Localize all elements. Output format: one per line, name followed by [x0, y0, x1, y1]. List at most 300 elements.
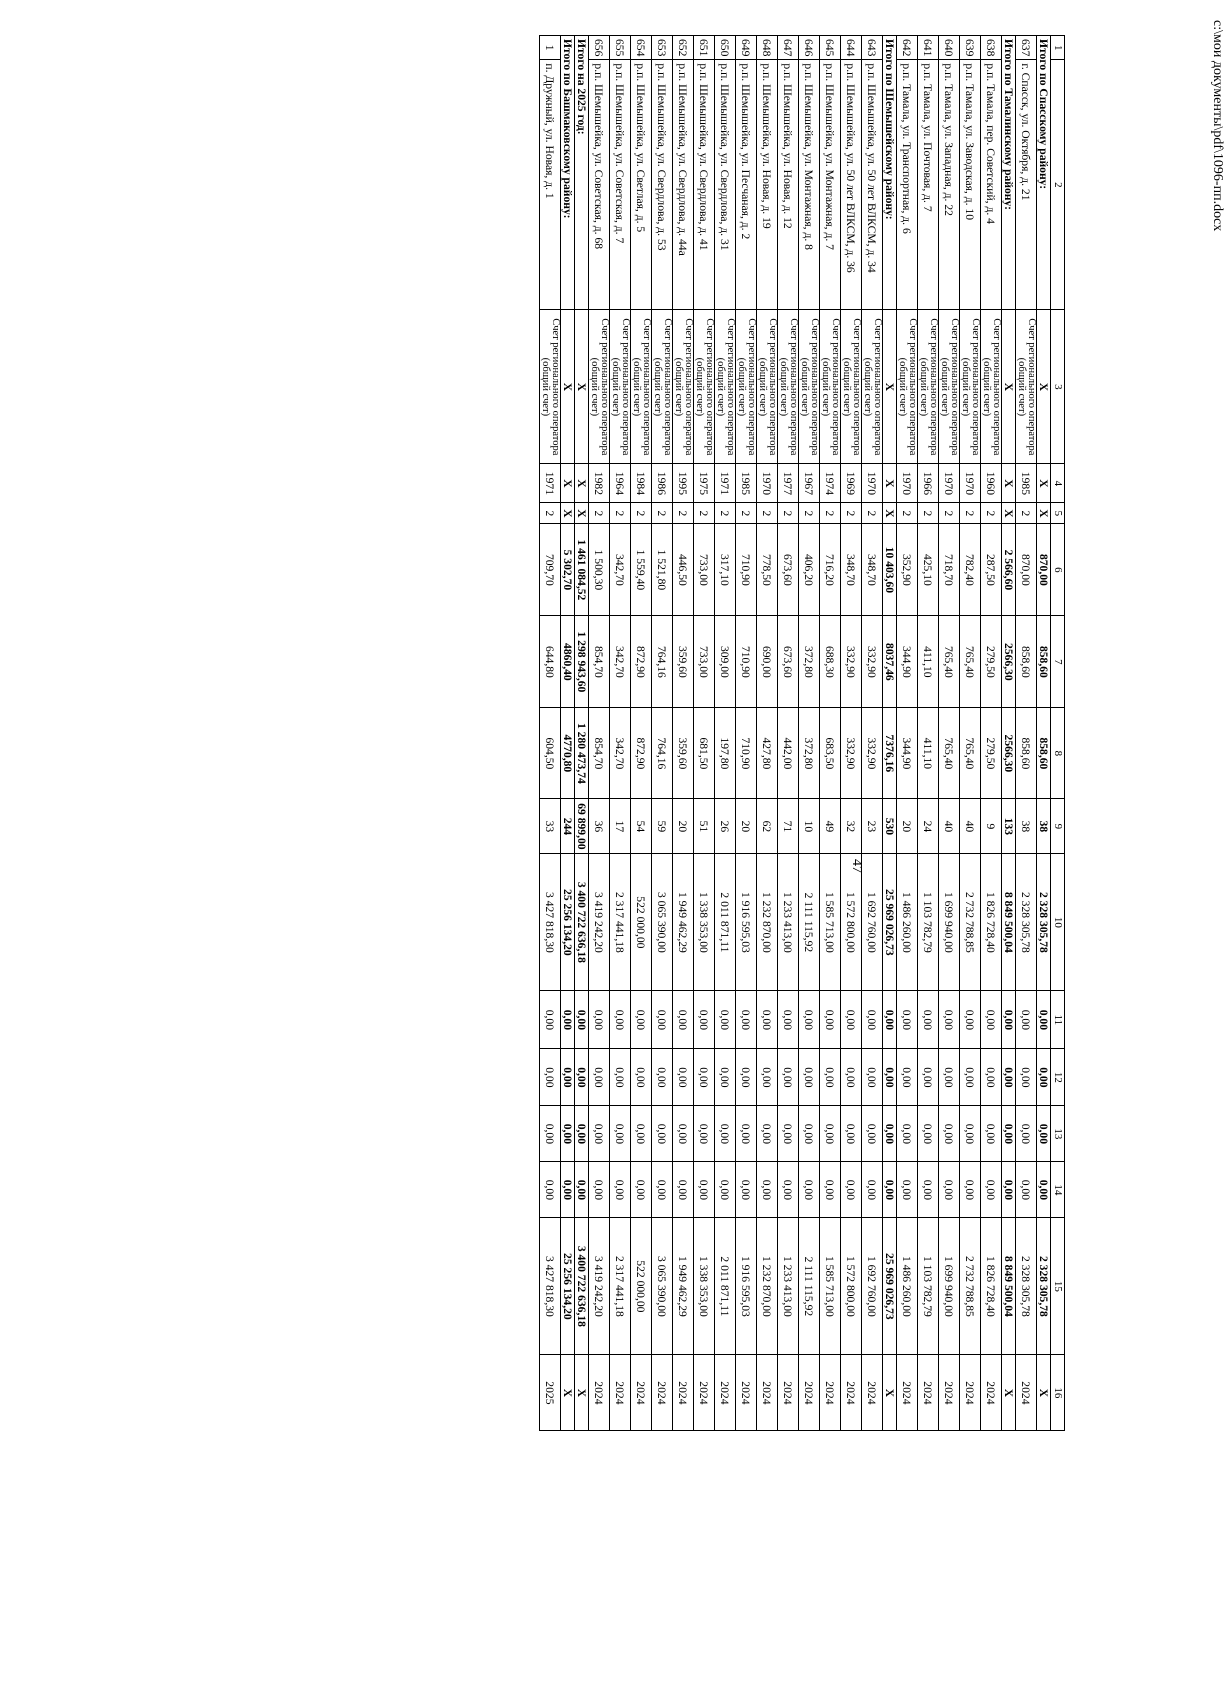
cell-c5: 2: [918, 503, 939, 524]
cell-c16: 2024: [589, 1355, 610, 1431]
cell-c9: 38: [1016, 799, 1037, 854]
row-number: 1: [540, 36, 561, 60]
cell-c15: 2 328 305,78: [1037, 1218, 1051, 1355]
column-number: 7: [1051, 616, 1065, 708]
cell-c16: 2024: [897, 1355, 918, 1431]
cell-c11: 0,00: [673, 991, 694, 1049]
cell-c16: 2024: [841, 1355, 862, 1431]
cell-c11: 0,00: [799, 991, 820, 1049]
cell-c6: 287,50: [981, 524, 1002, 616]
cell-c4: 1970: [897, 464, 918, 503]
cell-c6: 716,20: [820, 524, 841, 616]
table-row: [799, 36, 820, 1431]
cell-c12: 0,00: [652, 1049, 673, 1106]
cell-c11: 0,00: [694, 991, 715, 1049]
cell-c15: 2 732 788,85: [960, 1218, 981, 1355]
cell-c13: 0,00: [1002, 1106, 1016, 1162]
cell-c14: 0,00: [897, 1162, 918, 1218]
subtotal-label: Итого по Тамалинскому району:: [1002, 36, 1016, 310]
cell-c6: 710,90: [736, 524, 757, 616]
cell-c14: 0,00: [757, 1162, 778, 1218]
cell-c7: 688,30: [820, 616, 841, 708]
row-number: 645: [820, 36, 841, 60]
cell-c5: 2: [757, 503, 778, 524]
cell-c4: 1969: [841, 464, 862, 503]
cell-c16: 2024: [778, 1355, 799, 1431]
cell-c7: 411,10: [918, 616, 939, 708]
cell-c7: 673,60: [778, 616, 799, 708]
table-row: [960, 36, 981, 1431]
cell-c3: Счет регионального оператора (общий счет): [981, 310, 1002, 464]
cell-c16: 2024: [694, 1355, 715, 1431]
page-number: 47: [849, 859, 864, 873]
cell-c10: 1 916 595,03: [736, 854, 757, 991]
cell-c10: 1 585 713,00: [820, 854, 841, 991]
cell-c10: 522 000,00: [631, 854, 652, 991]
cell-c9: 38: [1037, 799, 1051, 854]
cell-c8: 279,50: [981, 708, 1002, 799]
row-number: 643: [862, 36, 883, 60]
table-row: [652, 36, 673, 1431]
cell-c5: 2: [715, 503, 736, 524]
column-number: 16: [1051, 1355, 1065, 1431]
cell-c16: 2024: [757, 1355, 778, 1431]
cell-c13: 0,00: [694, 1106, 715, 1162]
cell-c16: 2024: [862, 1355, 883, 1431]
cell-c8: 858,60: [1016, 708, 1037, 799]
cell-c3: Счет регионального оператора (общий счет): [820, 310, 841, 464]
cell-c10: 1 103 782,79: [918, 854, 939, 991]
address: р.п. Шемышейка, ул. Свердлова, д. 41: [694, 60, 715, 310]
cell-c15: 1 233 413,00: [778, 1218, 799, 1355]
cell-c3: Счет регионального оператора (общий счет): [540, 310, 561, 464]
cell-c11: 0,00: [540, 991, 561, 1049]
cell-c9: 244: [561, 799, 575, 854]
cell-c5: 2: [652, 503, 673, 524]
row-number: 640: [939, 36, 960, 60]
cell-c11: 0,00: [589, 991, 610, 1049]
cell-c11: 0,00: [757, 991, 778, 1049]
column-number: 9: [1051, 799, 1065, 854]
row-number: 653: [652, 36, 673, 60]
cell-c3: Счет регионального оператора (общий счет): [841, 310, 862, 464]
cell-c15: 1 699 940,00: [939, 1218, 960, 1355]
cell-c6: 718,70: [939, 524, 960, 616]
column-number-row: [1051, 36, 1065, 1431]
cell-c16: 2024: [820, 1355, 841, 1431]
cell-c5: 2: [960, 503, 981, 524]
cell-c6: 1 500,30: [589, 524, 610, 616]
row-number: 652: [673, 36, 694, 60]
cell-c14: 0,00: [631, 1162, 652, 1218]
cell-c6: 709,70: [540, 524, 561, 616]
row-number: 649: [736, 36, 757, 60]
row-number: 654: [631, 36, 652, 60]
cell-c11: 0,00: [1037, 991, 1051, 1049]
address: р.п. Шемышейка, ул. Новая, д. 12: [778, 60, 799, 310]
cell-c7: 332,90: [841, 616, 862, 708]
cell-c8: 681,50: [694, 708, 715, 799]
cell-c10: 3 419 242,20: [589, 854, 610, 991]
cell-c8: 764,16: [652, 708, 673, 799]
cell-c9: 49: [820, 799, 841, 854]
cell-c7: 710,90: [736, 616, 757, 708]
address: р.п. Шемышейка, ул. Свердлова, д. 53: [652, 60, 673, 310]
cell-c13: 0,00: [918, 1106, 939, 1162]
subtotal-row: [561, 36, 575, 1431]
cell-c15: 2 111 115,92: [799, 1218, 820, 1355]
cell-c14: 0,00: [862, 1162, 883, 1218]
cell-c10: 2 011 871,11: [715, 854, 736, 991]
cell-c12: 0,00: [918, 1049, 939, 1106]
cell-c4: 1985: [736, 464, 757, 503]
address: р.п. Шемышейка, ул. Монтажная, д. 8: [799, 60, 820, 310]
cell-c4: 1970: [862, 464, 883, 503]
cell-c5: 2: [939, 503, 960, 524]
cell-c16: 2024: [715, 1355, 736, 1431]
cell-c15: 2 328 305,78: [1016, 1218, 1037, 1355]
table-row: [757, 36, 778, 1431]
cell-c9: 54: [631, 799, 652, 854]
subtotal-label: Итого на 2025 год:: [575, 36, 589, 310]
cell-c9: 133: [1002, 799, 1016, 854]
cell-c14: 0,00: [1016, 1162, 1037, 1218]
cell-c10: 1 826 728,40: [981, 854, 1002, 991]
cell-c3: Х: [1037, 310, 1051, 464]
cell-c12: 0,00: [841, 1049, 862, 1106]
cell-c5: 2: [1016, 503, 1037, 524]
cell-c13: 0,00: [897, 1106, 918, 1162]
cell-c16: 2024: [736, 1355, 757, 1431]
cell-c8: 332,90: [841, 708, 862, 799]
row-number: 647: [778, 36, 799, 60]
cell-c7: 644,80: [540, 616, 561, 708]
cell-c16: Х: [1037, 1355, 1051, 1431]
cell-c15: 1 103 782,79: [918, 1218, 939, 1355]
cell-c14: 0,00: [778, 1162, 799, 1218]
cell-c13: 0,00: [1037, 1106, 1051, 1162]
cell-c3: Счет регионального оператора (общий счет): [939, 310, 960, 464]
address: р.п. Шемышейка, ул. Монтажная, д. 7: [820, 60, 841, 310]
cell-c7: 4860,40: [561, 616, 575, 708]
cell-c14: 0,00: [715, 1162, 736, 1218]
cell-c8: 2566,30: [1002, 708, 1016, 799]
table-row: [610, 36, 631, 1431]
cell-c11: 0,00: [1016, 991, 1037, 1049]
cell-c15: 2 317 441,18: [610, 1218, 631, 1355]
cell-c11: 0,00: [736, 991, 757, 1049]
cell-c11: 0,00: [561, 991, 575, 1049]
cell-c12: 0,00: [540, 1049, 561, 1106]
cell-c12: 0,00: [1037, 1049, 1051, 1106]
cell-c15: 1 949 462,29: [673, 1218, 694, 1355]
table-row: [631, 36, 652, 1431]
cell-c3: Х: [1002, 310, 1016, 464]
cell-c14: 0,00: [981, 1162, 1002, 1218]
cell-c16: 2024: [799, 1355, 820, 1431]
cell-c9: 33: [540, 799, 561, 854]
cell-c8: 858,60: [1037, 708, 1051, 799]
subtotal-row: [1037, 36, 1051, 1431]
cell-c9: 62: [757, 799, 778, 854]
row-number: 655: [610, 36, 631, 60]
table-row: [862, 36, 883, 1431]
address: р.п. Тамала, ул. Заводская, д. 10: [960, 60, 981, 310]
cell-c8: 344,90: [897, 708, 918, 799]
cell-c7: 309,00: [715, 616, 736, 708]
cell-c7: 765,40: [939, 616, 960, 708]
cell-c5: 2: [673, 503, 694, 524]
file-path-footer: c:\мои документы\pdf\1096-пп.docx: [1210, 20, 1225, 232]
cell-c4: 1970: [960, 464, 981, 503]
cell-c6: 673,60: [778, 524, 799, 616]
cell-c3: Х: [883, 310, 897, 464]
cell-c6: 446,50: [673, 524, 694, 616]
cell-c6: 2 566,60: [1002, 524, 1016, 616]
table-row: [820, 36, 841, 1431]
subtotal-label: Итого по Шемышейскому району:: [883, 36, 897, 310]
cell-c15: 3 065 390,00: [652, 1218, 673, 1355]
address: р.п. Тамала, пер. Советский, д. 4: [981, 60, 1002, 310]
cell-c15: 1 232 870,00: [757, 1218, 778, 1355]
cell-c8: 683,50: [820, 708, 841, 799]
cell-c15: 1 338 353,00: [694, 1218, 715, 1355]
cell-c15: 25 969 026,73: [883, 1218, 897, 1355]
cell-c5: 2: [841, 503, 862, 524]
address: р.п. Шемышейка, ул. 50 лет ВЛКСМ, д. 34: [862, 60, 883, 310]
column-number: 6: [1051, 524, 1065, 616]
table-row: [540, 36, 561, 1431]
cell-c8: 1 280 473,74: [575, 708, 589, 799]
column-number: 1: [1051, 36, 1065, 60]
cell-c15: 3 419 242,20: [589, 1218, 610, 1355]
subtotal-row: [883, 36, 897, 1431]
cell-c9: 20: [897, 799, 918, 854]
cell-c7: 764,16: [652, 616, 673, 708]
cell-c9: 26: [715, 799, 736, 854]
table-row: [778, 36, 799, 1431]
cell-c4: Х: [1037, 464, 1051, 503]
cell-c12: 0,00: [939, 1049, 960, 1106]
cell-c3: Счет регионального оператора (общий счет): [694, 310, 715, 464]
cell-c10: 25 969 026,73: [883, 854, 897, 991]
cell-c7: 2566,30: [1002, 616, 1016, 708]
cell-c7: 690,00: [757, 616, 778, 708]
cell-c3: Счет регионального оператора (общий счет): [1016, 310, 1037, 464]
cell-c9: 530: [883, 799, 897, 854]
cell-c6: 782,40: [960, 524, 981, 616]
cell-c13: 0,00: [652, 1106, 673, 1162]
table-row: [736, 36, 757, 1431]
cell-c14: 0,00: [820, 1162, 841, 1218]
cell-c11: 0,00: [960, 991, 981, 1049]
cell-c12: 0,00: [610, 1049, 631, 1106]
cell-c8: 411,10: [918, 708, 939, 799]
cell-c9: 36: [589, 799, 610, 854]
cell-c3: Счет регионального оператора (общий счет): [897, 310, 918, 464]
address: р.п. Шемышейка, ул. Новая, д. 19: [757, 60, 778, 310]
cell-c3: Счет регионального оператора (общий счет): [757, 310, 778, 464]
cell-c4: Х: [561, 464, 575, 503]
cell-c12: 0,00: [862, 1049, 883, 1106]
cell-c11: 0,00: [610, 991, 631, 1049]
cell-c10: 2 328 305,78: [1016, 854, 1037, 991]
cell-c3: Счет регионального оператора (общий счет): [652, 310, 673, 464]
cell-c4: 1964: [610, 464, 631, 503]
cell-c10: 1 699 940,00: [939, 854, 960, 991]
cell-c14: 0,00: [736, 1162, 757, 1218]
cell-c5: 2: [736, 503, 757, 524]
cell-c14: 0,00: [841, 1162, 862, 1218]
column-number: 11: [1051, 991, 1065, 1049]
cell-c15: 1 486 260,00: [897, 1218, 918, 1355]
cell-c8: 710,90: [736, 708, 757, 799]
cell-c16: 2024: [981, 1355, 1002, 1431]
address: р.п. Тамала, ул. Почтовая, д. 7: [918, 60, 939, 310]
cell-c16: 2024: [939, 1355, 960, 1431]
column-number: 2: [1051, 60, 1065, 310]
cell-c12: 0,00: [673, 1049, 694, 1106]
cell-c6: 406,20: [799, 524, 820, 616]
cell-c10: 3 065 390,00: [652, 854, 673, 991]
row-number: 642: [897, 36, 918, 60]
cell-c9: 40: [960, 799, 981, 854]
cell-c16: 2024: [673, 1355, 694, 1431]
cell-c3: Счет регионального оператора (общий счет): [918, 310, 939, 464]
table-row: [841, 36, 862, 1431]
cell-c15: 1 826 728,40: [981, 1218, 1002, 1355]
subtotal-row: [575, 36, 589, 1431]
cell-c4: Х: [575, 464, 589, 503]
cell-c3: Счет регионального оператора (общий счет): [673, 310, 694, 464]
cell-c11: 0,00: [981, 991, 1002, 1049]
cell-c15: 25 256 134,20: [561, 1218, 575, 1355]
cell-c3: Счет регионального оператора (общий счет): [862, 310, 883, 464]
cell-c5: Х: [1037, 503, 1051, 524]
cell-c4: Х: [1002, 464, 1016, 503]
row-number: 644: [841, 36, 862, 60]
row-number: 650: [715, 36, 736, 60]
cell-c6: 425,10: [918, 524, 939, 616]
address: р.п. Шемышейка, ул. Песчаная, д. 2: [736, 60, 757, 310]
cell-c10: 1 486 260,00: [897, 854, 918, 991]
cell-c13: 0,00: [715, 1106, 736, 1162]
cell-c5: 2: [897, 503, 918, 524]
cell-c14: 0,00: [540, 1162, 561, 1218]
cell-c9: 71: [778, 799, 799, 854]
table-row: [981, 36, 1002, 1431]
cell-c14: 0,00: [589, 1162, 610, 1218]
column-number: 4: [1051, 464, 1065, 503]
cell-c16: 2024: [960, 1355, 981, 1431]
cell-c12: 0,00: [799, 1049, 820, 1106]
subtotal-row: [1002, 36, 1016, 1431]
cell-c9: 32: [841, 799, 862, 854]
cell-c13: 0,00: [673, 1106, 694, 1162]
cell-c11: 0,00: [575, 991, 589, 1049]
cell-c10: 3 427 818,30: [540, 854, 561, 991]
cell-c3: Х: [561, 310, 575, 464]
cell-c8: 4770,80: [561, 708, 575, 799]
cell-c11: 0,00: [939, 991, 960, 1049]
cell-c9: 51: [694, 799, 715, 854]
cell-c14: 0,00: [1002, 1162, 1016, 1218]
row-number: 638: [981, 36, 1002, 60]
cell-c4: 1986: [652, 464, 673, 503]
address: р.п. Шемышейка, ул. Светлая, д. 5: [631, 60, 652, 310]
cell-c10: 1 232 870,00: [757, 854, 778, 991]
cell-c11: 0,00: [778, 991, 799, 1049]
address: р.п. Шемышейка, ул. Советская, д. 68: [589, 60, 610, 310]
cell-c14: 0,00: [918, 1162, 939, 1218]
cell-c12: 0,00: [631, 1049, 652, 1106]
cell-c9: 23: [862, 799, 883, 854]
subtotal-label: Итого по Спасскому району:: [1037, 36, 1051, 310]
cell-c13: 0,00: [799, 1106, 820, 1162]
cell-c12: 0,00: [897, 1049, 918, 1106]
address: р.п. Шемышейка, ул. Советская, д. 7: [610, 60, 631, 310]
cell-c11: 0,00: [918, 991, 939, 1049]
cell-c7: 765,40: [960, 616, 981, 708]
cell-c5: Х: [883, 503, 897, 524]
address: р.п. Шемышейка, ул. Свердлова, д. 44а: [673, 60, 694, 310]
cell-c11: 0,00: [652, 991, 673, 1049]
cell-c12: 0,00: [736, 1049, 757, 1106]
cell-c3: Счет регионального оператора (общий счет): [610, 310, 631, 464]
cell-c8: 197,80: [715, 708, 736, 799]
column-number: 5: [1051, 503, 1065, 524]
cell-c16: 2024: [610, 1355, 631, 1431]
cell-c3: Счет регионального оператора (общий счет): [778, 310, 799, 464]
cell-c7: 858,60: [1016, 616, 1037, 708]
cell-c7: 858,60: [1037, 616, 1051, 708]
cell-c3: Счет регионального оператора (общий счет): [960, 310, 981, 464]
cell-c12: 0,00: [1016, 1049, 1037, 1106]
cell-c16: Х: [1002, 1355, 1016, 1431]
cell-c7: 872,90: [631, 616, 652, 708]
cell-c15: 2 011 871,11: [715, 1218, 736, 1355]
table-row: [673, 36, 694, 1431]
repair-program-table: [539, 35, 1065, 1431]
cell-c14: 0,00: [561, 1162, 575, 1218]
cell-c4: 1971: [540, 464, 561, 503]
cell-c10: 2 317 441,18: [610, 854, 631, 991]
cell-c4: 1985: [1016, 464, 1037, 503]
cell-c5: 2: [799, 503, 820, 524]
cell-c11: 0,00: [862, 991, 883, 1049]
cell-c8: 765,40: [960, 708, 981, 799]
cell-c4: 1970: [757, 464, 778, 503]
cell-c15: 1 572 800,00: [841, 1218, 862, 1355]
address: г. Спасск, ул. Октября, д. 21: [1016, 60, 1037, 310]
cell-c4: Х: [883, 464, 897, 503]
cell-c12: 0,00: [981, 1049, 1002, 1106]
cell-c13: 0,00: [1016, 1106, 1037, 1162]
cell-c3: Счет регионального оператора (общий счет): [589, 310, 610, 464]
cell-c6: 317,10: [715, 524, 736, 616]
cell-c3: Счет регионального оператора (общий счет): [736, 310, 757, 464]
cell-c13: 0,00: [757, 1106, 778, 1162]
cell-c6: 348,70: [862, 524, 883, 616]
cell-c7: 332,90: [862, 616, 883, 708]
table-row: [1016, 36, 1037, 1431]
cell-c10: 1 338 353,00: [694, 854, 715, 991]
cell-c12: 0,00: [561, 1049, 575, 1106]
cell-c16: 2024: [1016, 1355, 1037, 1431]
cell-c8: 604,50: [540, 708, 561, 799]
row-number: 639: [960, 36, 981, 60]
cell-c15: 3 427 818,30: [540, 1218, 561, 1355]
